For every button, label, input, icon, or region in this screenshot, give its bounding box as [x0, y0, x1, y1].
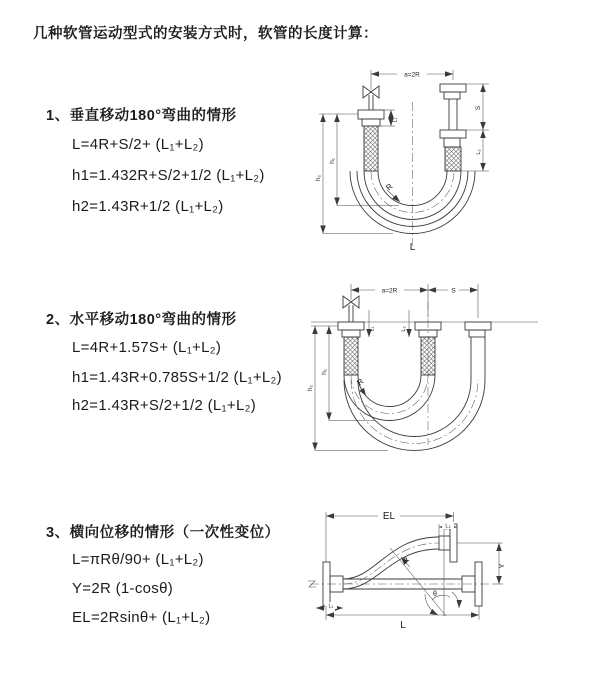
vertical-travel-180-bend-diagram [303, 66, 588, 266]
formula-h1: h1=1.43R+0.785S+1/2 (L₁+L₂) [72, 369, 282, 386]
length-label: L [409, 242, 416, 253]
dim-s-label: S [451, 287, 456, 295]
dim-l2-label: L₂ [445, 523, 451, 530]
formula-h2: h2=1.43R+S/2+1/2 (L₁+L₂) [72, 397, 257, 414]
radius-label: R [400, 555, 412, 566]
radius-label: R [384, 181, 395, 193]
lateral-displacement-diagram [298, 496, 598, 656]
dim-l1-label: L₁ [328, 603, 334, 610]
dim-el-label: EL [382, 511, 396, 522]
dim-a2r-label: a=2R [381, 287, 398, 295]
dim-y-label: Y [497, 563, 506, 569]
formula-h1: h1=1.432R+S/2+1/2 (L₁+L₂) [72, 167, 265, 184]
s-curve-hose [343, 537, 439, 589]
dim-l1-label: L₁ [369, 326, 376, 332]
formula-EL: EL=2Rsinθ+ (L₁+L₂) [72, 609, 211, 626]
length-label: L [400, 620, 406, 631]
horizontal-travel-180-bend-diagram [303, 280, 598, 455]
dim-h1-label: h₁ [321, 369, 328, 375]
section-3-heading: 3、横向位移的情形（一次性变位） [46, 525, 280, 541]
radius-label: R [355, 376, 366, 388]
formula-Y: Y=2R (1-cosθ) [72, 580, 174, 597]
dim-s-label: S [475, 105, 482, 111]
section-2-heading: 2、水平移动180°弯曲的情形 [46, 312, 237, 328]
dim-l1-label: L₁ [392, 117, 399, 123]
formula-L: L=πRθ/90+ (L₁+L₂) [72, 551, 204, 568]
dim-h2-label: h₂ [307, 384, 314, 392]
dim-h1-label: h₁ [329, 158, 336, 164]
formula-L: L=4R+1.57S+ (L₁+L₂) [72, 339, 222, 356]
theta-label: θ [433, 591, 437, 598]
section-1-heading: 1、垂直移动180°弯曲的情形 [46, 108, 237, 124]
dim-l2-label: L₂ [401, 326, 407, 332]
braided-hose-section [445, 147, 461, 171]
dim-h2-label: h₂ [315, 174, 322, 182]
formula-L: L=4R+S/2+ (L₁+L₂) [72, 136, 204, 153]
braided-hose-section [344, 337, 358, 375]
braided-hose-section [364, 126, 378, 171]
page-title: 几种软管运动型式的安装方式时，软管的长度计算： [33, 26, 378, 42]
u-bend-hose [344, 375, 485, 450]
formula-h2: h2=1.43R+1/2 (L₁+L₂) [72, 198, 224, 215]
dim-a2r-label: a=2R [404, 71, 420, 79]
dim-l2-label: L₂ [476, 149, 482, 155]
